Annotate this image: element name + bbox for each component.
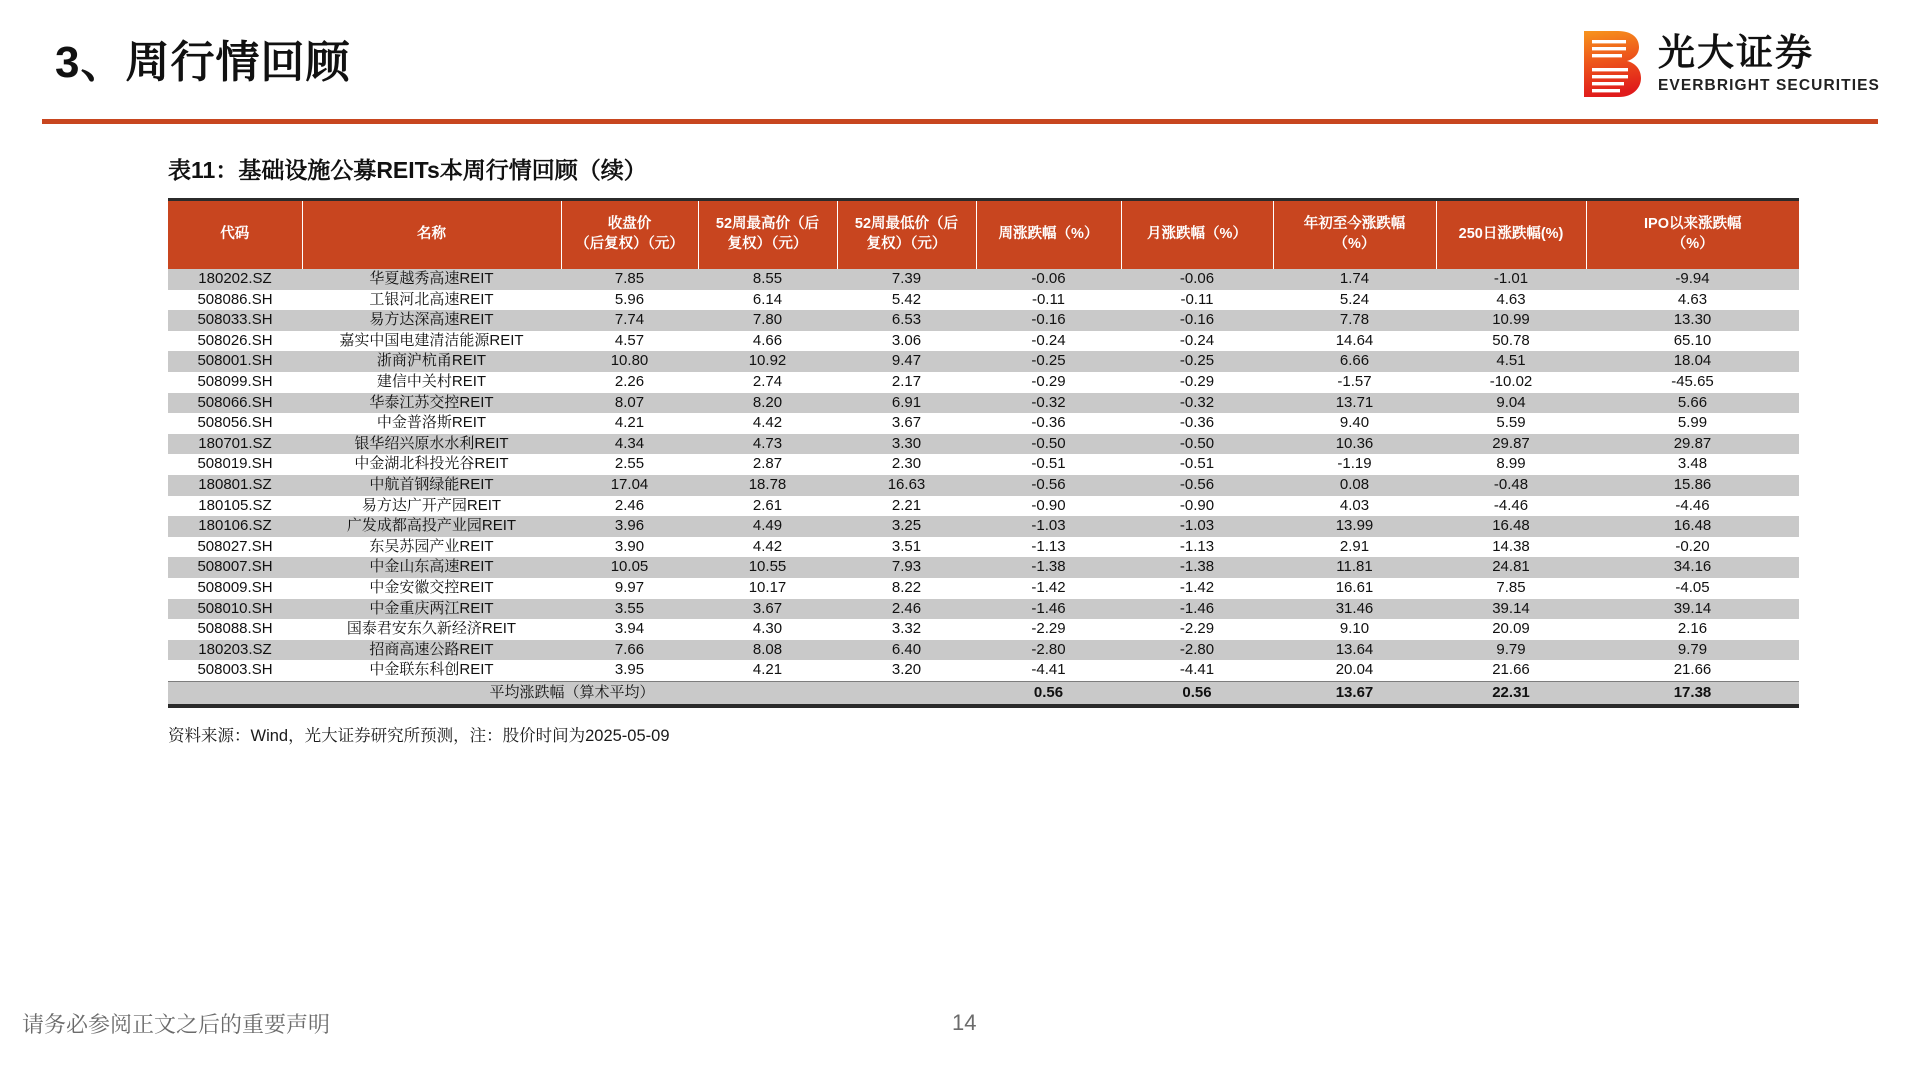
table-cell: -1.13 bbox=[976, 537, 1121, 558]
table-cell: 7.78 bbox=[1273, 310, 1436, 331]
table-column-header-6 bbox=[1121, 201, 1273, 269]
table-caption: 表11：基础设施公募REITs本周行情回顾（续） bbox=[168, 157, 647, 183]
table-cell: 9.97 bbox=[561, 578, 698, 599]
table-cell: 4.30 bbox=[698, 619, 837, 640]
table-cell: 华夏越秀高速REIT bbox=[302, 269, 561, 290]
table-cell: 17.04 bbox=[561, 475, 698, 496]
table-cell: 10.80 bbox=[561, 351, 698, 372]
table-cell: 15.86 bbox=[1586, 475, 1799, 496]
table-cell: 华泰江苏交控REIT bbox=[302, 393, 561, 414]
table-cell: -0.06 bbox=[976, 269, 1121, 290]
table-cell: 9.79 bbox=[1436, 640, 1586, 661]
table-cell: 3.90 bbox=[561, 537, 698, 558]
table-cell: 中航首钢绿能REIT bbox=[302, 475, 561, 496]
table-column-header-line: 收盘价 bbox=[607, 216, 652, 233]
table-cell: -0.06 bbox=[1121, 269, 1273, 290]
table-cell: -0.24 bbox=[976, 331, 1121, 352]
table-cell: 16.61 bbox=[1273, 578, 1436, 599]
table-cell: 13.64 bbox=[1273, 640, 1436, 661]
table-cell: 508088.SH bbox=[168, 619, 302, 640]
table-cell: 6.66 bbox=[1273, 351, 1436, 372]
logo-name-en: EVERBRIGHT SECURITIES bbox=[1657, 77, 1880, 95]
table-cell: -1.38 bbox=[976, 557, 1121, 578]
page-title: 3、周行情回顾 bbox=[55, 38, 351, 87]
table-cell: 20.09 bbox=[1436, 619, 1586, 640]
table-cell: 4.49 bbox=[698, 516, 837, 537]
table-cell: 4.63 bbox=[1586, 290, 1799, 311]
table-cell: 2.61 bbox=[698, 496, 837, 517]
table-cell: 4.03 bbox=[1273, 496, 1436, 517]
table-cell: 9.10 bbox=[1273, 619, 1436, 640]
table-cell: -2.29 bbox=[1121, 619, 1273, 640]
table-column-header-line: （后复权）（元） bbox=[575, 236, 684, 252]
table-cell: 16.63 bbox=[837, 475, 976, 496]
table-cell: 8.20 bbox=[698, 393, 837, 414]
table-cell: -0.29 bbox=[1121, 372, 1273, 393]
table-row bbox=[168, 557, 1799, 578]
table-cell: 中金山东高速REIT bbox=[302, 557, 561, 578]
table-cell: 东吴苏园产业REIT bbox=[302, 537, 561, 558]
table-cell: 8.08 bbox=[698, 640, 837, 661]
table-row bbox=[168, 372, 1799, 393]
table-column-header-5 bbox=[976, 201, 1121, 269]
table-cell: 6.14 bbox=[698, 290, 837, 311]
table-cell: 银华绍兴原水水利REIT bbox=[302, 434, 561, 455]
table-cell: 5.24 bbox=[1273, 290, 1436, 311]
table-cell: -1.46 bbox=[1121, 599, 1273, 620]
table-row bbox=[168, 640, 1799, 661]
table-column-header-line: 周涨跌幅（%） bbox=[998, 226, 1099, 243]
logo-name-cn: 光大证券 bbox=[1657, 32, 1814, 74]
table-cell: -0.56 bbox=[1121, 475, 1273, 496]
table-cell: 2.74 bbox=[698, 372, 837, 393]
table-cell: -0.90 bbox=[1121, 496, 1273, 517]
table-cell: 508033.SH bbox=[168, 310, 302, 331]
table-row bbox=[168, 413, 1799, 434]
table-cell: -10.02 bbox=[1436, 372, 1586, 393]
footer-page-number: 14 bbox=[952, 1010, 977, 1035]
table-row bbox=[168, 269, 1799, 290]
table-cell: 5.59 bbox=[1436, 413, 1586, 434]
table-cell: -2.29 bbox=[976, 619, 1121, 640]
table-cell: -4.41 bbox=[976, 660, 1121, 681]
table-cell: 4.21 bbox=[561, 413, 698, 434]
table-bottom-rule bbox=[168, 704, 1799, 708]
table-cell: -1.38 bbox=[1121, 557, 1273, 578]
table-cell: 24.81 bbox=[1436, 557, 1586, 578]
table-cell: 4.51 bbox=[1436, 351, 1586, 372]
table-cell: -0.29 bbox=[976, 372, 1121, 393]
table-cell: 508066.SH bbox=[168, 393, 302, 414]
table-cell: 21.66 bbox=[1586, 660, 1799, 681]
table-row bbox=[168, 290, 1799, 311]
table-cell: 3.30 bbox=[837, 434, 976, 455]
table-column-header-line: 52周最低价（后 bbox=[854, 216, 959, 233]
table-cell: 508003.SH bbox=[168, 660, 302, 681]
table-cell: -9.94 bbox=[1586, 269, 1799, 290]
table-cell: -1.46 bbox=[976, 599, 1121, 620]
table-cell: 易方达广开产园REIT bbox=[302, 496, 561, 517]
table-cell: 工银河北高速REIT bbox=[302, 290, 561, 311]
table-row bbox=[168, 496, 1799, 517]
table-cell: 2.91 bbox=[1273, 537, 1436, 558]
table-cell: 14.64 bbox=[1273, 331, 1436, 352]
table-cell: -0.36 bbox=[976, 413, 1121, 434]
table-cell: 7.85 bbox=[1436, 578, 1586, 599]
table-cell: 20.04 bbox=[1273, 660, 1436, 681]
table-cell: 4.57 bbox=[561, 331, 698, 352]
table-cell: -1.03 bbox=[1121, 516, 1273, 537]
table-cell: -0.25 bbox=[976, 351, 1121, 372]
table-cell: 3.20 bbox=[837, 660, 976, 681]
table-cell: 3.32 bbox=[837, 619, 976, 640]
table-column-header-line: 月涨跌幅（%） bbox=[1147, 226, 1247, 243]
table-cell: 10.17 bbox=[698, 578, 837, 599]
table-cell: -0.24 bbox=[1121, 331, 1273, 352]
table-cell: 180801.SZ bbox=[168, 475, 302, 496]
table-cell: 9.79 bbox=[1586, 640, 1799, 661]
table-cell: 13.99 bbox=[1273, 516, 1436, 537]
table-cell: 3.96 bbox=[561, 516, 698, 537]
table-row bbox=[168, 434, 1799, 455]
table-cell: 13.30 bbox=[1586, 310, 1799, 331]
table-cell: -4.41 bbox=[1121, 660, 1273, 681]
table-cell: 4.42 bbox=[698, 413, 837, 434]
table-column-header-8 bbox=[1436, 201, 1586, 269]
table-cell: -0.16 bbox=[976, 310, 1121, 331]
table-cell: 3.55 bbox=[561, 599, 698, 620]
table-cell: -0.32 bbox=[1121, 393, 1273, 414]
table-cell: -0.11 bbox=[1121, 290, 1273, 311]
table-cell: 中金安徽交控REIT bbox=[302, 578, 561, 599]
table-column-header-line: 复权）（元） bbox=[727, 236, 808, 252]
table-cell: 2.16 bbox=[1586, 619, 1799, 640]
table-cell: 2.55 bbox=[561, 454, 698, 475]
table-row bbox=[168, 619, 1799, 640]
table-cell: 建信中关村REIT bbox=[302, 372, 561, 393]
table-cell: 8.07 bbox=[561, 393, 698, 414]
table-cell: 180202.SZ bbox=[168, 269, 302, 290]
slide-footer bbox=[0, 1000, 1920, 1080]
table-cell: -0.50 bbox=[976, 434, 1121, 455]
table-row bbox=[168, 537, 1799, 558]
table-cell: 10.55 bbox=[698, 557, 837, 578]
table-cell: 招商高速公路REIT bbox=[302, 640, 561, 661]
average-row-value: 0.56 bbox=[976, 681, 1121, 704]
table-cell: 508010.SH bbox=[168, 599, 302, 620]
table-row bbox=[168, 660, 1799, 681]
table-cell: 11.81 bbox=[1273, 557, 1436, 578]
table-cell: 中金湖北科投光谷REIT bbox=[302, 454, 561, 475]
table-cell: 180203.SZ bbox=[168, 640, 302, 661]
table-cell: 10.99 bbox=[1436, 310, 1586, 331]
table-cell: 10.05 bbox=[561, 557, 698, 578]
table-column-header-line: （%） bbox=[1333, 236, 1376, 252]
table-column-header-7 bbox=[1273, 201, 1436, 269]
table-cell: -0.56 bbox=[976, 475, 1121, 496]
table-row bbox=[168, 331, 1799, 352]
table-cell: 5.66 bbox=[1586, 393, 1799, 414]
table-cell: 中金重庆两江REIT bbox=[302, 599, 561, 620]
table-column-header-line: 名称 bbox=[417, 226, 446, 243]
table-cell: -0.25 bbox=[1121, 351, 1273, 372]
table-cell: 嘉实中国电建清洁能源REIT bbox=[302, 331, 561, 352]
table-body bbox=[168, 269, 1799, 704]
table-cell: 508056.SH bbox=[168, 413, 302, 434]
table-cell: 9.47 bbox=[837, 351, 976, 372]
table-cell: 3.94 bbox=[561, 619, 698, 640]
table-cell: 9.04 bbox=[1436, 393, 1586, 414]
table-cell: 508007.SH bbox=[168, 557, 302, 578]
brand-logo bbox=[1582, 28, 1880, 100]
table-row bbox=[168, 578, 1799, 599]
table-cell: 3.06 bbox=[837, 331, 976, 352]
average-row-value: 17.38 bbox=[1586, 681, 1799, 704]
table-cell: 2.46 bbox=[561, 496, 698, 517]
table-cell: 4.21 bbox=[698, 660, 837, 681]
table-row bbox=[168, 351, 1799, 372]
table-cell: -0.16 bbox=[1121, 310, 1273, 331]
table-column-header-9 bbox=[1586, 201, 1799, 269]
table-cell: -2.80 bbox=[976, 640, 1121, 661]
table-cell: 国泰君安东久新经济REIT bbox=[302, 619, 561, 640]
table-cell: 2.21 bbox=[837, 496, 976, 517]
table-cell: 29.87 bbox=[1436, 434, 1586, 455]
table-cell: 180105.SZ bbox=[168, 496, 302, 517]
table-column-header-line: IPO以来涨跌幅 bbox=[1644, 216, 1742, 233]
table-cell: -0.11 bbox=[976, 290, 1121, 311]
table-cell: 4.73 bbox=[698, 434, 837, 455]
table-average-row bbox=[168, 681, 1799, 704]
average-row-label: 平均涨跌幅（算术平均） bbox=[168, 681, 976, 704]
table-cell: 180701.SZ bbox=[168, 434, 302, 455]
table-cell: -0.32 bbox=[976, 393, 1121, 414]
table-cell: 16.48 bbox=[1436, 516, 1586, 537]
table-cell: 31.46 bbox=[1273, 599, 1436, 620]
table-cell: -0.20 bbox=[1586, 537, 1799, 558]
table-cell: 浙商沪杭甬REIT bbox=[302, 351, 561, 372]
table-cell: 65.10 bbox=[1586, 331, 1799, 352]
table-cell: -4.46 bbox=[1586, 496, 1799, 517]
table-cell: -4.05 bbox=[1586, 578, 1799, 599]
table-column-header-1 bbox=[302, 201, 561, 269]
table-column-header-line: （%） bbox=[1671, 236, 1714, 252]
table-row bbox=[168, 393, 1799, 414]
table-cell: 9.40 bbox=[1273, 413, 1436, 434]
header-divider-rule bbox=[42, 119, 1878, 124]
table-cell: 6.40 bbox=[837, 640, 976, 661]
table-row bbox=[168, 310, 1799, 331]
everbright-b-mark-icon bbox=[1582, 29, 1644, 99]
average-row-value: 22.31 bbox=[1436, 681, 1586, 704]
table-cell: 2.26 bbox=[561, 372, 698, 393]
table-cell: 508027.SH bbox=[168, 537, 302, 558]
table-column-header-line: 250日涨跌幅(%) bbox=[1458, 226, 1564, 243]
table-cell: 2.87 bbox=[698, 454, 837, 475]
table-cell: 4.42 bbox=[698, 537, 837, 558]
table-cell: 4.63 bbox=[1436, 290, 1586, 311]
table-cell: 1.74 bbox=[1273, 269, 1436, 290]
table-cell: 508026.SH bbox=[168, 331, 302, 352]
table-cell: 8.99 bbox=[1436, 454, 1586, 475]
table-cell: 508099.SH bbox=[168, 372, 302, 393]
table-cell: 50.78 bbox=[1436, 331, 1586, 352]
table-column-header-line: 复权）（元） bbox=[866, 236, 947, 252]
reits-weekly-performance-table bbox=[168, 201, 1799, 704]
table-cell: -0.36 bbox=[1121, 413, 1273, 434]
table-cell: 5.96 bbox=[561, 290, 698, 311]
table-cell: 7.66 bbox=[561, 640, 698, 661]
table-cell: 39.14 bbox=[1586, 599, 1799, 620]
table-cell: 中金普洛斯REIT bbox=[302, 413, 561, 434]
table-cell: 3.67 bbox=[837, 413, 976, 434]
table-block bbox=[168, 152, 1799, 746]
table-cell: 4.34 bbox=[561, 434, 698, 455]
table-cell: -0.90 bbox=[976, 496, 1121, 517]
table-cell: -1.42 bbox=[1121, 578, 1273, 599]
slide-header bbox=[0, 0, 1920, 128]
table-cell: 13.71 bbox=[1273, 393, 1436, 414]
table-cell: 8.22 bbox=[837, 578, 976, 599]
table-cell: -1.19 bbox=[1273, 454, 1436, 475]
table-cell: -2.80 bbox=[1121, 640, 1273, 661]
table-row bbox=[168, 599, 1799, 620]
table-cell: 3.25 bbox=[837, 516, 976, 537]
table-cell: 508086.SH bbox=[168, 290, 302, 311]
table-cell: 39.14 bbox=[1436, 599, 1586, 620]
table-cell: 34.16 bbox=[1586, 557, 1799, 578]
table-cell: 7.93 bbox=[837, 557, 976, 578]
table-cell: -0.51 bbox=[1121, 454, 1273, 475]
table-cell: 5.99 bbox=[1586, 413, 1799, 434]
table-cell: 6.53 bbox=[837, 310, 976, 331]
table-column-header-3 bbox=[698, 201, 837, 269]
table-cell: 3.67 bbox=[698, 599, 837, 620]
table-cell: -0.51 bbox=[976, 454, 1121, 475]
table-column-header-line: 52周最高价（后 bbox=[715, 216, 820, 233]
average-row-value: 0.56 bbox=[1121, 681, 1273, 704]
table-cell: 3.48 bbox=[1586, 454, 1799, 475]
table-cell: 180106.SZ bbox=[168, 516, 302, 537]
table-cell: -0.48 bbox=[1436, 475, 1586, 496]
table-cell: 5.42 bbox=[837, 290, 976, 311]
logo-text-block bbox=[1658, 34, 1880, 94]
table-cell: 508009.SH bbox=[168, 578, 302, 599]
table-cell: 2.17 bbox=[837, 372, 976, 393]
table-cell: -1.03 bbox=[976, 516, 1121, 537]
table-cell: 2.30 bbox=[837, 454, 976, 475]
table-cell: -1.01 bbox=[1436, 269, 1586, 290]
table-cell: 14.38 bbox=[1436, 537, 1586, 558]
footer-disclaimer: 请务必参阅正文之后的重要声明 bbox=[22, 1012, 331, 1037]
table-cell: 21.66 bbox=[1436, 660, 1586, 681]
table-column-header-4 bbox=[837, 201, 976, 269]
table-cell: 29.87 bbox=[1586, 434, 1799, 455]
table-column-header-0 bbox=[168, 201, 302, 269]
table-cell: 7.85 bbox=[561, 269, 698, 290]
table-cell: -1.42 bbox=[976, 578, 1121, 599]
table-column-header-2 bbox=[561, 201, 698, 269]
table-cell: 10.36 bbox=[1273, 434, 1436, 455]
table-column-header-line: 代码 bbox=[220, 226, 250, 243]
table-column-header-line: 年初至今涨跌幅 bbox=[1303, 216, 1406, 233]
source-note: 资料来源：Wind，光大证券研究所预测，注：股价时间为2025-05-09 bbox=[168, 726, 670, 745]
table-row bbox=[168, 516, 1799, 537]
table-cell: -1.57 bbox=[1273, 372, 1436, 393]
table-cell: 6.91 bbox=[837, 393, 976, 414]
table-cell: -0.50 bbox=[1121, 434, 1273, 455]
table-cell: 7.80 bbox=[698, 310, 837, 331]
table-cell: 3.51 bbox=[837, 537, 976, 558]
table-row bbox=[168, 475, 1799, 496]
table-cell: 508001.SH bbox=[168, 351, 302, 372]
table-cell: 3.95 bbox=[561, 660, 698, 681]
table-cell: -4.46 bbox=[1436, 496, 1586, 517]
table-cell: 0.08 bbox=[1273, 475, 1436, 496]
table-cell: 18.78 bbox=[698, 475, 837, 496]
table-cell: 16.48 bbox=[1586, 516, 1799, 537]
table-cell: 8.55 bbox=[698, 269, 837, 290]
table-cell: 广发成都高投产业园REIT bbox=[302, 516, 561, 537]
table-cell: 7.74 bbox=[561, 310, 698, 331]
table-cell: 易方达深高速REIT bbox=[302, 310, 561, 331]
table-cell: -1.13 bbox=[1121, 537, 1273, 558]
table-header-row bbox=[168, 201, 1799, 269]
table-cell: 18.04 bbox=[1586, 351, 1799, 372]
table-row bbox=[168, 454, 1799, 475]
table-cell: 10.92 bbox=[698, 351, 837, 372]
average-row-value: 13.67 bbox=[1273, 681, 1436, 704]
table-cell: -45.65 bbox=[1586, 372, 1799, 393]
table-cell: 508019.SH bbox=[168, 454, 302, 475]
table-cell: 7.39 bbox=[837, 269, 976, 290]
table-cell: 中金联东科创REIT bbox=[302, 660, 561, 681]
table-cell: 2.46 bbox=[837, 599, 976, 620]
table-cell: 4.66 bbox=[698, 331, 837, 352]
